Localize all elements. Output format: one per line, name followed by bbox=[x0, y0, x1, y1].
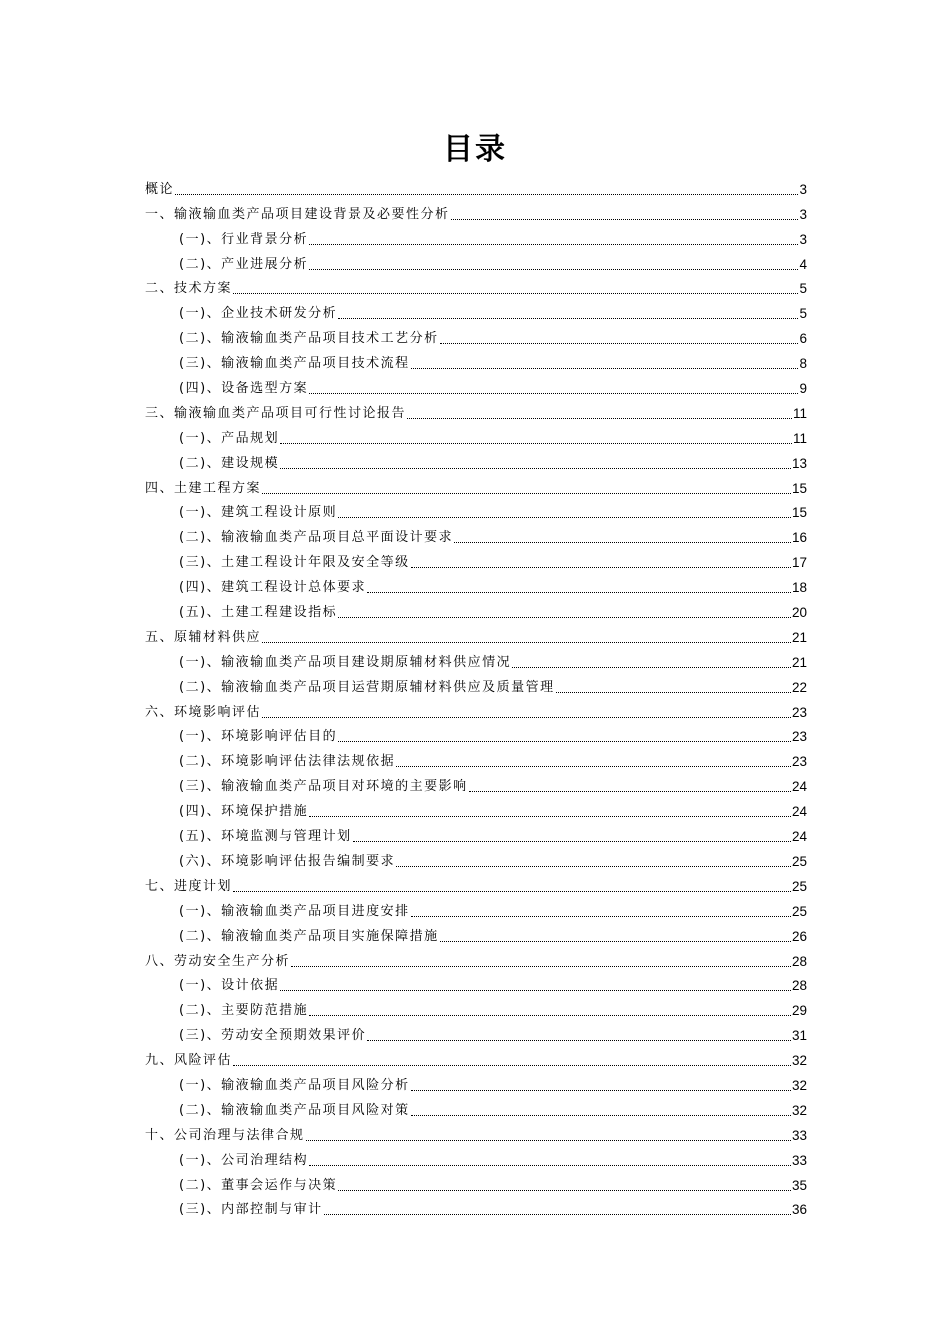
toc-dot-leader bbox=[411, 368, 799, 369]
toc-page-number: 25 bbox=[791, 903, 807, 919]
toc-entry[interactable] bbox=[145, 398, 807, 423]
toc-entry[interactable] bbox=[145, 1145, 807, 1170]
toc-entry[interactable] bbox=[145, 522, 807, 547]
toc-page-number: 24 bbox=[791, 829, 807, 845]
toc-entry-label: (一)、输液输血类产品项目风险分析 bbox=[179, 1077, 410, 1093]
toc-entry[interactable] bbox=[145, 473, 807, 498]
toc-page-number: 25 bbox=[791, 853, 807, 869]
toc-page-number: 13 bbox=[791, 455, 807, 471]
toc-dot-leader bbox=[440, 941, 791, 942]
toc-entry[interactable] bbox=[145, 423, 807, 448]
toc-page-number: 3 bbox=[799, 206, 807, 222]
toc-entry[interactable] bbox=[145, 1070, 807, 1095]
toc-entry[interactable] bbox=[145, 547, 807, 572]
toc-dot-leader bbox=[309, 244, 798, 245]
toc-entry[interactable] bbox=[145, 373, 807, 398]
toc-page-number: 18 bbox=[791, 580, 807, 596]
toc-page-number: 3 bbox=[799, 181, 807, 197]
toc-entry[interactable] bbox=[145, 846, 807, 871]
toc-entry-label: (一)、输液输血类产品项目建设期原辅材料供应情况 bbox=[179, 654, 512, 670]
toc-page-number: 4 bbox=[799, 256, 807, 272]
toc-dot-leader bbox=[309, 393, 798, 394]
toc-dot-leader bbox=[262, 493, 791, 494]
toc-entry-label: (五)、土建工程建设指标 bbox=[179, 605, 338, 621]
toc-entry[interactable] bbox=[145, 995, 807, 1020]
toc-dot-leader bbox=[338, 517, 791, 518]
toc-dot-leader bbox=[411, 1115, 791, 1116]
toc-page-number: 23 bbox=[791, 704, 807, 720]
toc-dot-leader bbox=[338, 741, 791, 742]
toc-page-number: 15 bbox=[791, 505, 807, 521]
toc-page-number: 23 bbox=[791, 729, 807, 745]
toc-entry[interactable] bbox=[145, 597, 807, 622]
toc-page-number: 5 bbox=[799, 306, 807, 322]
toc-entry[interactable] bbox=[145, 722, 807, 747]
toc-dot-leader bbox=[396, 866, 791, 867]
toc-page-number: 33 bbox=[791, 1127, 807, 1143]
toc-entry-label: (一)、建筑工程设计原则 bbox=[179, 505, 338, 521]
toc-entry[interactable] bbox=[145, 921, 807, 946]
toc-page-number: 36 bbox=[791, 1202, 807, 1218]
toc-entry-label: (一)、行业背景分析 bbox=[179, 231, 309, 247]
toc-entry-label: 四、土建工程方案 bbox=[145, 480, 262, 496]
toc-entry-label: (二)、输液输血类产品项目实施保障措施 bbox=[179, 928, 439, 944]
toc-dot-leader bbox=[367, 592, 791, 593]
toc-page-number: 35 bbox=[791, 1177, 807, 1193]
toc-dot-leader bbox=[280, 443, 792, 444]
toc-page-number: 26 bbox=[791, 928, 807, 944]
toc-dot-leader bbox=[291, 966, 791, 967]
toc-page-number: 6 bbox=[799, 331, 807, 347]
toc-dot-leader bbox=[309, 816, 791, 817]
toc-dot-leader bbox=[306, 1140, 791, 1141]
toc-dot-leader bbox=[233, 1065, 791, 1066]
toc-entry[interactable] bbox=[145, 348, 807, 373]
toc-entry[interactable] bbox=[145, 572, 807, 597]
toc-entry-label: (一)、产品规划 bbox=[179, 430, 280, 446]
toc-dot-leader bbox=[407, 418, 792, 419]
toc-dot-leader bbox=[280, 468, 791, 469]
toc-entry[interactable] bbox=[145, 1170, 807, 1195]
toc-page-number: 9 bbox=[799, 381, 807, 397]
toc-entry[interactable] bbox=[145, 746, 807, 771]
toc-dot-leader bbox=[338, 1190, 791, 1191]
toc-entry-label: 六、环境影响评估 bbox=[145, 704, 262, 720]
toc-dot-leader bbox=[309, 1015, 791, 1016]
toc-page-number: 16 bbox=[791, 530, 807, 546]
toc-entry[interactable] bbox=[145, 224, 807, 249]
toc-entry-label: (四)、环境保护措施 bbox=[179, 804, 309, 820]
toc-dot-leader bbox=[469, 791, 791, 792]
toc-entry-label: (二)、建设规模 bbox=[179, 455, 280, 471]
toc-page-number: 20 bbox=[791, 605, 807, 621]
toc-dot-leader bbox=[440, 343, 799, 344]
toc-entry-label: (二)、输液输血类产品项目技术工艺分析 bbox=[179, 331, 439, 347]
toc-page-number: 28 bbox=[791, 953, 807, 969]
toc-entry-label: (六)、环境影响评估报告编制要求 bbox=[179, 853, 396, 869]
toc-dot-leader bbox=[512, 667, 791, 668]
toc-entry[interactable] bbox=[145, 498, 807, 523]
toc-entry-label: (三)、内部控制与审计 bbox=[179, 1202, 323, 1218]
toc-dot-leader bbox=[280, 990, 791, 991]
toc-entry[interactable] bbox=[145, 1020, 807, 1045]
toc-page-number: 28 bbox=[791, 978, 807, 994]
toc-entry[interactable] bbox=[145, 971, 807, 996]
toc-entry-label: (二)、输液输血类产品项目总平面设计要求 bbox=[179, 530, 454, 546]
toc-dot-leader bbox=[175, 194, 798, 195]
toc-entry[interactable] bbox=[145, 871, 807, 896]
toc-page-number: 32 bbox=[791, 1077, 807, 1093]
toc-page-number: 5 bbox=[799, 281, 807, 297]
toc-entry-label: (三)、输液输血类产品项目技术流程 bbox=[179, 356, 410, 372]
toc-entry[interactable] bbox=[145, 174, 807, 199]
toc-dot-leader bbox=[338, 318, 798, 319]
toc-page-number: 31 bbox=[791, 1028, 807, 1044]
toc-entry[interactable] bbox=[145, 697, 807, 722]
toc-entry[interactable] bbox=[145, 672, 807, 697]
toc-entry-label: (一)、企业技术研发分析 bbox=[179, 306, 338, 322]
toc-entry[interactable] bbox=[145, 274, 807, 299]
toc-page-number: 23 bbox=[791, 754, 807, 770]
toc-dot-leader bbox=[309, 1165, 791, 1166]
toc-entry[interactable] bbox=[145, 896, 807, 921]
toc-page-number: 29 bbox=[791, 1003, 807, 1019]
toc-page-number: 24 bbox=[791, 779, 807, 795]
toc-entry-label: (一)、设计依据 bbox=[179, 978, 280, 994]
toc-entry-label: (一)、公司治理结构 bbox=[179, 1152, 309, 1168]
toc-entry[interactable] bbox=[145, 249, 807, 274]
toc-dot-leader bbox=[411, 1090, 791, 1091]
page-title: 目录 bbox=[443, 132, 507, 167]
toc-entry-label: (三)、土建工程设计年限及安全等级 bbox=[179, 555, 410, 571]
toc-entry-label: (四)、建筑工程设计总体要求 bbox=[179, 580, 367, 596]
toc-page-number: 32 bbox=[791, 1102, 807, 1118]
toc-entry-label: 九、风险评估 bbox=[145, 1053, 233, 1069]
toc-page-number: 24 bbox=[791, 804, 807, 820]
toc-page-number: 21 bbox=[791, 629, 807, 645]
toc-entry[interactable] bbox=[145, 1120, 807, 1145]
toc-page-number: 3 bbox=[799, 231, 807, 247]
toc-entry-label: (三)、劳动安全预期效果评价 bbox=[179, 1028, 367, 1044]
toc-page-number: 32 bbox=[791, 1053, 807, 1069]
toc-page-number: 22 bbox=[791, 679, 807, 695]
toc-entry-label: (一)、输液输血类产品项目进度安排 bbox=[179, 903, 410, 919]
toc-entry[interactable] bbox=[145, 1095, 807, 1120]
toc-entry[interactable] bbox=[145, 622, 807, 647]
toc-entry-label: 五、原辅材料供应 bbox=[145, 629, 262, 645]
toc-page-number: 11 bbox=[792, 405, 807, 421]
toc-entry-label: (二)、董事会运作与决策 bbox=[179, 1177, 338, 1193]
toc-dot-leader bbox=[233, 293, 798, 294]
toc-page-number: 17 bbox=[791, 555, 807, 571]
toc-entry[interactable] bbox=[145, 946, 807, 971]
toc-dot-leader bbox=[338, 617, 791, 618]
toc-entry[interactable] bbox=[145, 298, 807, 323]
toc-entry[interactable] bbox=[145, 647, 807, 672]
table-of-contents bbox=[145, 174, 807, 1219]
toc-dot-leader bbox=[309, 269, 798, 270]
toc-page-number: 11 bbox=[792, 430, 807, 446]
toc-dot-leader bbox=[411, 916, 791, 917]
toc-dot-leader bbox=[324, 1214, 791, 1215]
toc-entry[interactable] bbox=[145, 796, 807, 821]
toc-entry[interactable] bbox=[145, 1195, 807, 1220]
toc-entry-label: 七、进度计划 bbox=[145, 878, 233, 894]
toc-page-number: 8 bbox=[799, 356, 807, 372]
toc-page-number: 25 bbox=[791, 878, 807, 894]
toc-dot-leader bbox=[451, 219, 799, 220]
toc-dot-leader bbox=[396, 766, 791, 767]
toc-entry-label: 二、技术方案 bbox=[145, 281, 233, 297]
toc-dot-leader bbox=[411, 567, 791, 568]
toc-page-number: 15 bbox=[791, 480, 807, 496]
toc-entry[interactable] bbox=[145, 323, 807, 348]
toc-entry-label: 十、公司治理与法律合规 bbox=[145, 1127, 305, 1143]
toc-entry-label: (二)、环境影响评估法律法规依据 bbox=[179, 754, 396, 770]
toc-dot-leader bbox=[367, 1040, 791, 1041]
toc-dot-leader bbox=[556, 692, 791, 693]
toc-entry[interactable] bbox=[145, 1045, 807, 1070]
toc-entry-label: (二)、主要防范措施 bbox=[179, 1003, 309, 1019]
toc-entry-label: 三、输液输血类产品项目可行性讨论报告 bbox=[145, 405, 407, 421]
toc-entry-label: (四)、设备选型方案 bbox=[179, 381, 309, 397]
toc-entry[interactable] bbox=[145, 771, 807, 796]
toc-dot-leader bbox=[262, 717, 791, 718]
toc-dot-leader bbox=[454, 542, 791, 543]
toc-dot-leader bbox=[262, 642, 791, 643]
toc-entry-label: (三)、输液输血类产品项目对环境的主要影响 bbox=[179, 779, 468, 795]
toc-entry-label: (二)、输液输血类产品项目风险对策 bbox=[179, 1102, 410, 1118]
toc-dot-leader bbox=[353, 841, 791, 842]
toc-entry-label: (二)、输液输血类产品项目运营期原辅材料供应及质量管理 bbox=[179, 679, 555, 695]
toc-page-number: 33 bbox=[791, 1152, 807, 1168]
toc-entry-label: 概论 bbox=[145, 181, 175, 197]
toc-entry-label: 八、劳动安全生产分析 bbox=[145, 953, 291, 969]
toc-dot-leader bbox=[233, 891, 791, 892]
toc-entry-label: (五)、环境监测与管理计划 bbox=[179, 829, 352, 845]
toc-entry-label: (二)、产业进展分析 bbox=[179, 256, 309, 272]
toc-entry-label: 一、输液输血类产品项目建设背景及必要性分析 bbox=[145, 206, 450, 222]
toc-entry-label: (一)、环境影响评估目的 bbox=[179, 729, 338, 745]
toc-entry[interactable] bbox=[145, 448, 807, 473]
toc-entry[interactable] bbox=[145, 199, 807, 224]
toc-page-number: 21 bbox=[791, 654, 807, 670]
toc-entry[interactable] bbox=[145, 821, 807, 846]
